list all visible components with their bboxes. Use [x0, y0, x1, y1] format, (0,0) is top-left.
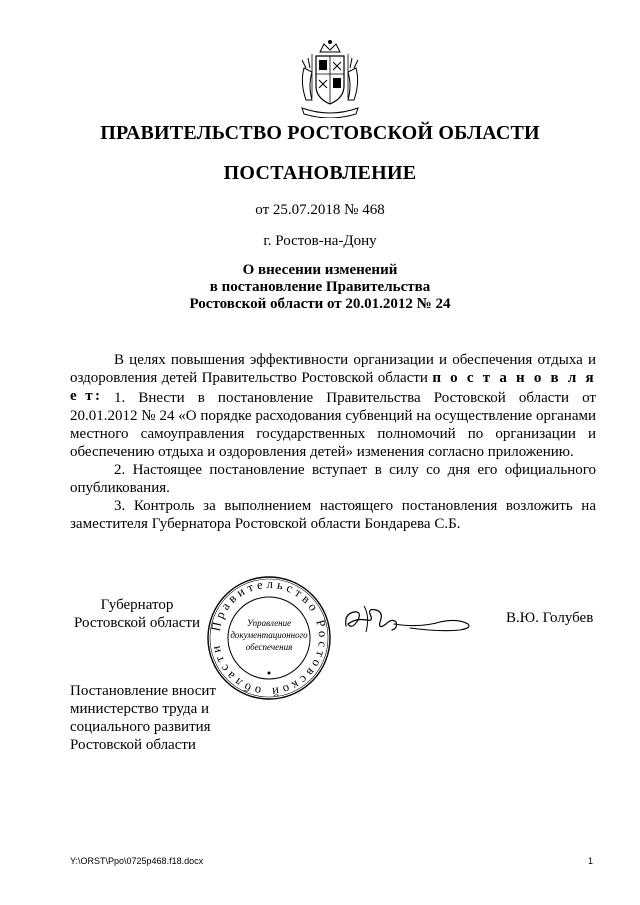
date-number-line: от 25.07.2018 № 468 — [255, 202, 385, 218]
signatory-position-line-1: Губернатор — [100, 597, 174, 613]
government-title: ПРАВИТЕЛЬСТВО РОСТОВСКОЙ ОБЛАСТИ — [100, 122, 540, 144]
stamp-inner-line-1: Управление — [246, 618, 292, 628]
footer-file-path: Y:\ORST\Ppo\0725p468.f18.docx — [70, 856, 204, 866]
decree-item-3: 3. Контроль за выполнением настоящего постановления возложить на заместителя Губернатора Ростовской области Бондарева С.Б. — [70, 498, 596, 532]
initiator-note — [70, 682, 270, 754]
coat-of-arms-emblem — [296, 38, 364, 118]
subject-line-2: в постановление Правительства — [209, 279, 431, 295]
initiator-line-2: министерство труда и — [70, 701, 210, 717]
stamp-outer-text: Правительство Ростовской области — [208, 576, 331, 700]
initiator-line-1: Постановление вносит — [70, 683, 217, 699]
signatory-name: В.Ю. Голубев — [506, 610, 594, 626]
initiator-line-3: социального развития — [70, 719, 211, 735]
decree-items — [70, 389, 596, 533]
document-type: ПОСТАНОВЛЕНИЕ — [223, 162, 417, 184]
page-number: 1 — [588, 856, 594, 866]
subject-line-1: О внесении изменений — [242, 262, 398, 278]
preamble-text: В целях повышения эффективности организации и обеспечения отдыха и оздоровления детей Правительство Ростовской области — [70, 352, 596, 386]
stamp-inner-line-2: документационного — [230, 630, 308, 640]
initiator-line-4: Ростовской области — [70, 737, 196, 753]
signatory-position — [70, 596, 204, 632]
stamp-inner-line-3: обеспечения — [245, 642, 293, 652]
document-subject — [0, 262, 640, 313]
decree-word: п о с т а н о в л я е т: — [70, 370, 596, 404]
subject-line-3: Ростовской области от 20.01.2012 № 24 — [189, 296, 451, 312]
handwritten-signature — [340, 600, 475, 640]
signatory-position-line-2: Ростовской области — [74, 615, 200, 631]
decree-item-1: 1. Внести в постановление Правительства Ростовской области от 20.01.2012 № 24 «О порядке расходования субвенций на осуществление органами местного самоуправления государственных полномочий по организации и обеспечению отдыха и оздоровления детей» изменения согласно приложению. — [70, 390, 596, 460]
city-line: г. Ростов-на-Дону — [263, 233, 377, 249]
decree-item-2: 2. Настоящее постановление вступает в силу со дня его официального опубликования. — [70, 462, 596, 496]
